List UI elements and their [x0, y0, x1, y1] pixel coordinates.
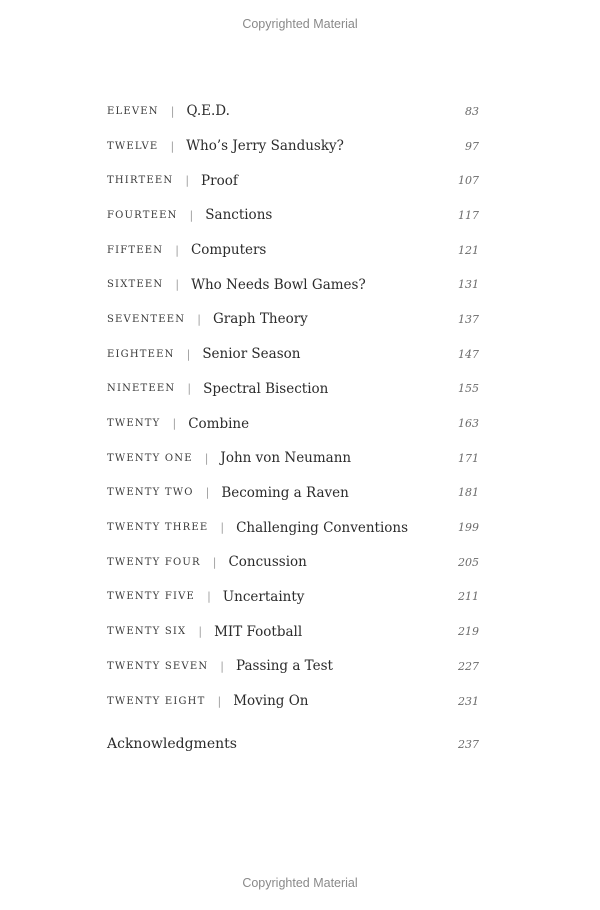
page-number: 205 — [458, 555, 479, 569]
page-number: 211 — [458, 590, 479, 604]
separator: | — [187, 382, 192, 396]
chapter-number: TWENTY TWO — [107, 487, 194, 499]
toc-entry[interactable] — [107, 684, 479, 719]
chapter-title: Combine — [188, 415, 250, 432]
chapter-number: EIGHTEEN — [107, 348, 175, 360]
separator: | — [186, 347, 191, 361]
toc-entry-acknowledgments[interactable] — [107, 732, 479, 756]
toc-entry[interactable] — [107, 163, 479, 198]
copyright-watermark-bottom: Copyrighted Material — [242, 876, 358, 890]
toc-entry[interactable] — [107, 649, 479, 684]
page-number: 147 — [458, 347, 479, 361]
chapter-title: Becoming a Raven — [221, 484, 349, 501]
separator: | — [170, 104, 175, 118]
chapter-number: TWENTY ONE — [107, 452, 193, 464]
toc-entry[interactable] — [107, 441, 479, 476]
page-number: 155 — [458, 382, 479, 396]
page-number: 237 — [458, 737, 479, 751]
separator: | — [207, 590, 211, 604]
chapter-number: TWENTY — [107, 418, 161, 430]
chapter-title: MIT Football — [214, 623, 303, 640]
separator: | — [189, 208, 194, 222]
toc-entry[interactable] — [107, 372, 479, 407]
chapter-title: Challenging Conventions — [236, 519, 409, 536]
acknowledgments-title: Acknowledgments — [107, 736, 237, 752]
page-number: 199 — [458, 521, 479, 535]
separator: | — [170, 139, 175, 153]
page-number: 231 — [458, 694, 479, 708]
page-number: 83 — [465, 104, 479, 118]
copyright-watermark-top: Copyrighted Material — [242, 17, 358, 31]
chapter-title: Passing a Test — [236, 658, 333, 675]
chapter-number: ELEVEN — [107, 105, 159, 117]
separator: | — [172, 417, 177, 431]
chapter-number: SIXTEEN — [107, 279, 164, 291]
separator: | — [185, 174, 190, 188]
toc-entry[interactable] — [107, 545, 479, 580]
chapter-title: Computers — [190, 242, 267, 259]
page-number: 137 — [458, 312, 479, 326]
chapter-title: Who Needs Bowl Games? — [191, 276, 366, 293]
page-number: 163 — [458, 417, 479, 431]
page-number: 107 — [458, 174, 479, 188]
separator: | — [220, 659, 224, 673]
chapter-number: SEVENTEEN — [107, 313, 186, 325]
page-number: 131 — [458, 278, 479, 292]
page-number: 181 — [458, 486, 479, 500]
toc-entry[interactable] — [107, 302, 479, 337]
separator: | — [205, 486, 210, 500]
chapter-title: Moving On — [233, 693, 309, 710]
toc-entry[interactable] — [107, 476, 479, 511]
page-number: 121 — [458, 243, 479, 257]
chapter-number: FOURTEEN — [107, 209, 178, 221]
chapter-number: TWENTY FOUR — [107, 556, 201, 568]
separator: | — [212, 555, 217, 569]
page-number: 97 — [465, 139, 479, 153]
separator: | — [175, 278, 180, 292]
chapter-title: Graph Theory — [212, 311, 308, 328]
toc-entry[interactable] — [107, 233, 479, 268]
toc-entry[interactable] — [107, 510, 479, 545]
page-number: 219 — [458, 625, 479, 639]
chapter-title: Who’s Jerry Sandusky? — [186, 138, 344, 155]
chapter-title: Q.E.D. — [186, 103, 230, 120]
toc-entry[interactable] — [107, 406, 479, 441]
separator: | — [198, 625, 203, 639]
chapter-title: Concussion — [228, 554, 307, 571]
chapter-title: Senior Season — [202, 346, 301, 363]
chapter-number: TWENTY FIVE — [107, 591, 196, 603]
chapter-title: Proof — [201, 172, 238, 189]
toc-entry[interactable] — [107, 614, 479, 649]
separator: | — [197, 312, 201, 326]
chapter-title: Spectral Bisection — [203, 380, 329, 397]
chapter-number: NINETEEN — [107, 383, 176, 395]
chapter-title: Sanctions — [205, 207, 273, 224]
chapter-number: TWENTY SIX — [107, 626, 187, 638]
separator: | — [175, 243, 179, 257]
page-number: 227 — [458, 659, 479, 673]
chapter-number: FIFTEEN — [107, 244, 164, 256]
chapter-title: Uncertainty — [222, 588, 305, 605]
table-of-contents — [107, 94, 479, 718]
chapter-number: TWENTY THREE — [107, 522, 209, 534]
toc-entry[interactable] — [107, 580, 479, 615]
toc-entry[interactable] — [107, 337, 479, 372]
chapter-title: John von Neumann — [220, 450, 352, 467]
page-number: 117 — [458, 208, 479, 222]
chapter-number: TWENTY EIGHT — [107, 695, 206, 707]
chapter-number: TWENTY SEVEN — [107, 660, 209, 672]
separator: | — [217, 694, 222, 708]
chapter-number: TWELVE — [107, 140, 159, 152]
toc-entry[interactable] — [107, 94, 479, 129]
toc-entry[interactable] — [107, 129, 479, 164]
chapter-number: THIRTEEN — [107, 175, 174, 187]
toc-entry[interactable] — [107, 198, 479, 233]
separator: | — [220, 521, 225, 535]
page-number: 171 — [458, 451, 479, 465]
toc-entry[interactable] — [107, 267, 479, 302]
separator: | — [204, 451, 209, 465]
